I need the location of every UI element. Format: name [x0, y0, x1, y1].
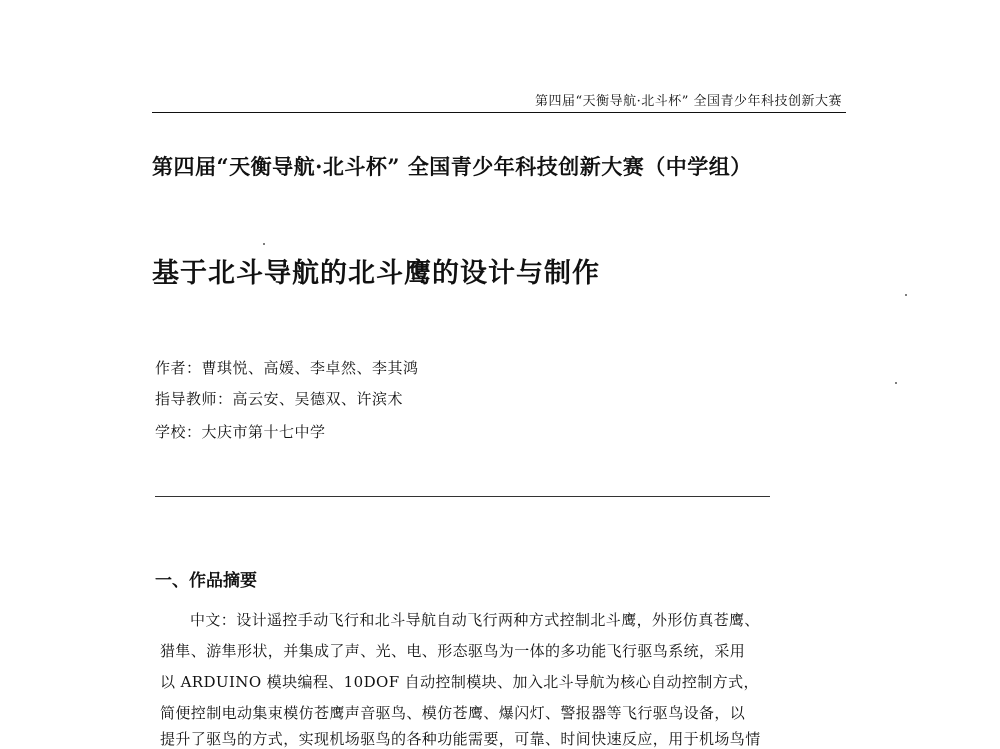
scan-speck — [905, 294, 907, 296]
section-divider — [155, 496, 770, 497]
advisors-line: 指导教师：高云安、吴德双、许滨术 — [155, 390, 404, 408]
competition-title: 第四届“天衡导航·北斗杯” 全国青少年科技创新大赛（中学组） — [152, 154, 752, 179]
abstract-line: 提升了驱鸟的方式，实现机场驱鸟的各种功能需要，可靠、时间快速反应，用于机场鸟情 — [160, 730, 761, 748]
section-heading: 一、作品摘要 — [155, 571, 257, 591]
paper-title: 基于北斗导航的北斗鹰的设计与制作 — [152, 258, 600, 289]
authors-line: 作者：曹琪悦、高媛、李卓然、李其鸿 — [155, 359, 419, 377]
scan-speck — [895, 382, 897, 384]
abstract-line: 猎隼、游隼形状，并集成了声、光、电、形态驱鸟为一体的多功能飞行驱鸟系统，采用 — [160, 642, 746, 660]
running-header: 第四届“天衡导航·北斗杯” 全国青少年科技创新大赛 — [534, 94, 842, 109]
abstract-line: 简便控制电动集束模仿苍鹰声音驱鸟、模仿苍鹰、爆闪灯、警报器等飞行驱鸟设备，以 — [160, 704, 746, 722]
school-line: 学校：大庆市第十七中学 — [155, 423, 326, 441]
header-rule — [152, 112, 846, 113]
scan-speck — [263, 243, 265, 245]
abstract-line: 以 ARDUINO 模块编程、10DOF 自动控制模块、加入北斗导航为核心自动控制方式， — [160, 673, 759, 691]
abstract-line: 中文：设计遥控手动飞行和北斗导航自动飞行两种方式控制北斗鹰，外形仿真苍鹰、 — [190, 611, 760, 629]
